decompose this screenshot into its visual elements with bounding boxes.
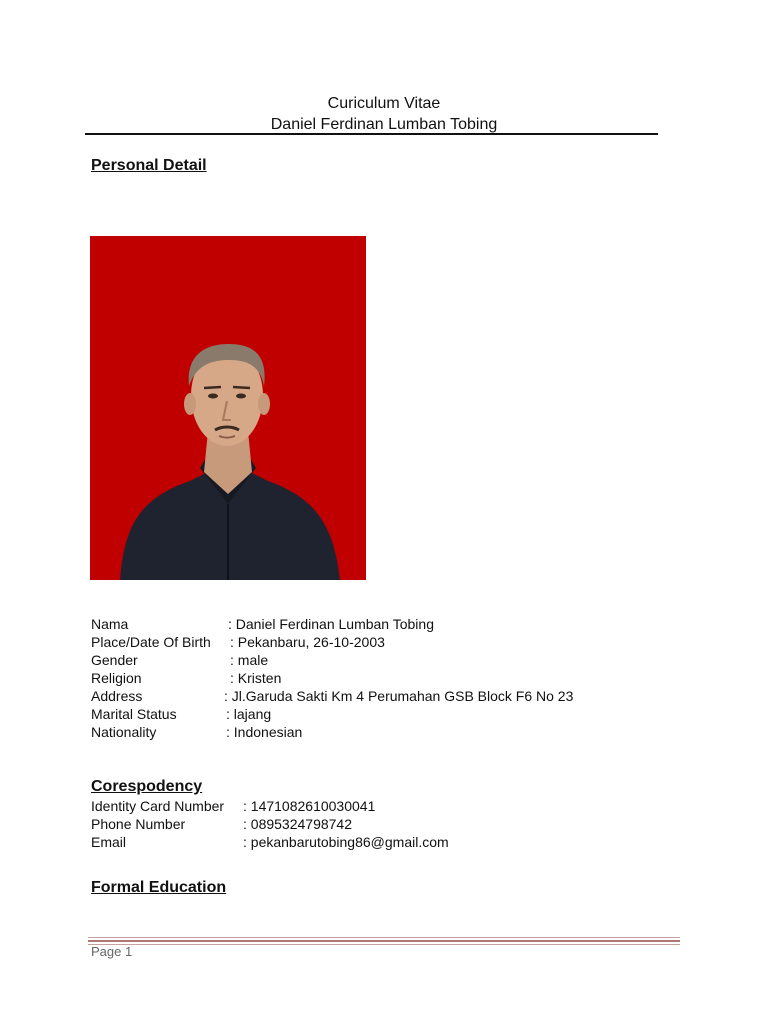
- footer-divider-thick: [88, 940, 680, 942]
- field-value: : lajang: [226, 706, 272, 722]
- profile-photo: [90, 236, 366, 580]
- field-value: : Jl.Garuda Sakti Km 4 Perumahan GSB Block F6 No 23: [224, 688, 574, 704]
- field-value: : Daniel Ferdinan Lumban Tobing: [228, 616, 434, 632]
- field-value: : Indonesian: [226, 724, 303, 740]
- field-label: Nama: [91, 616, 129, 632]
- field-label: Address: [91, 688, 143, 704]
- personal-detail-heading: Personal Detail: [91, 157, 207, 174]
- field-label: Place/Date Of Birth: [91, 634, 211, 650]
- field-value: : male: [230, 652, 269, 668]
- field-label: Religion: [91, 670, 142, 686]
- header-divider: [85, 133, 658, 135]
- field-label: Phone Number: [91, 816, 186, 832]
- correspondence-heading: Corespodency: [91, 778, 203, 795]
- profile-photo-portrait: [90, 236, 366, 580]
- field-value: : Pekanbaru, 26-10-2003: [230, 634, 385, 650]
- field-value: : Kristen: [230, 670, 282, 686]
- footer-divider: [88, 937, 680, 938]
- field-label: Gender: [91, 652, 138, 668]
- field-value: : 1471082610030041: [243, 798, 376, 814]
- document-title: Curiculum Vitae: [327, 95, 441, 112]
- formal-education-heading: Formal Education: [91, 879, 227, 896]
- field-label: Email: [91, 834, 127, 850]
- field-label: Nationality: [91, 724, 157, 740]
- page-number: Page 1: [91, 944, 133, 959]
- field-value: : 0895324798742: [243, 816, 352, 832]
- field-value: : pekanbarutobing86@gmail.com: [243, 834, 449, 850]
- field-label: Marital Status: [91, 706, 177, 722]
- field-label: Identity Card Number: [91, 798, 225, 814]
- document-subtitle-name: Daniel Ferdinan Lumban Tobing: [270, 116, 498, 133]
- footer-divider: [88, 944, 680, 945]
